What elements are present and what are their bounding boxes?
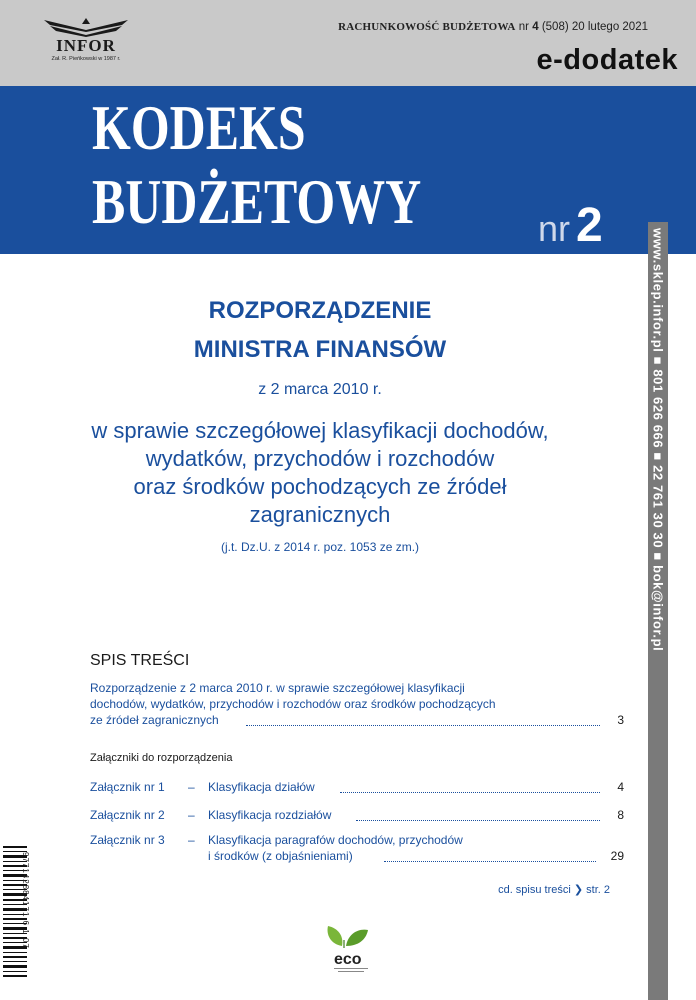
toc-main-page: 3 <box>617 713 624 727</box>
toc-attachment-label[interactable]: Załącznik nr 3 <box>90 833 165 847</box>
toc-main-line-1[interactable]: Rozporządzenie z 2 marca 2010 r. w sprawie szczegółowej klasyfikacji <box>90 681 465 695</box>
toc-main-line-3[interactable]: ze źródeł zagranicznych <box>90 713 219 727</box>
toc-attachment-dash: – <box>188 780 195 794</box>
toc-attachment-title[interactable]: Klasyfikacja rozdziałów <box>208 808 332 822</box>
subject-line: oraz środków pochodzących ze źródeł <box>133 474 507 499</box>
volume-number: 2 <box>576 199 603 252</box>
toc-attachment-page: 8 <box>617 808 624 822</box>
toc-main-line-2[interactable]: dochodów, wydatków, przychodów i rozchodów oraz środków pochodzących <box>90 697 496 711</box>
toc-dot-leader <box>356 820 600 821</box>
issue-total: (508) <box>541 21 569 33</box>
doc-heading-1: ROZPORZĄDZENIE <box>208 297 432 324</box>
subject-line: w sprawie szczegółowej klasyfikacji dochodów, <box>91 418 549 443</box>
header-bar <box>0 0 696 86</box>
toc-attachment-title[interactable]: Klasyfikacja działów <box>208 780 315 794</box>
toc-dot-leader <box>384 861 596 862</box>
toc-attachments-heading: Załączniki do rozporządzenia <box>90 752 233 764</box>
eco-label: eco <box>334 951 362 968</box>
title-line-2: BUDŻETOWY <box>92 166 422 237</box>
publication-name: RACHUNKOWOŚĆ BUDŻETOWA <box>338 21 516 33</box>
doc-reference: (j.t. Dz.U. z 2014 r. poz. 1053 ze zm.) <box>220 540 420 554</box>
toc-dot-leader <box>340 792 600 793</box>
toc-attachment-page: 4 <box>617 780 624 794</box>
toc-continued-note[interactable]: cd. spisu treści ❯ str. 2 <box>498 884 610 896</box>
side-contact-text: www.sklep.infor.pl ■ 801 626 666 ■ 22 761 30 30 ■ bok@infor.pl <box>650 228 666 652</box>
subject-line: zagranicznych <box>249 502 391 527</box>
toc-attachment-label[interactable]: Załącznik nr 2 <box>90 808 165 822</box>
toc-heading: SPIS TREŚCI <box>90 652 190 669</box>
supplement-label: e-dodatek <box>536 44 678 76</box>
brand-subtitle: Zał. R. Pieńkowski w 1987 r. <box>51 56 121 62</box>
issue-info <box>338 21 648 33</box>
toc-attachment-title-line-2[interactable]: i środków (z objaśnieniami) <box>208 849 353 863</box>
toc-attachment-dash: – <box>188 833 195 847</box>
issue-number: 4 <box>532 21 539 33</box>
toc-attachment-dash: – <box>188 808 195 822</box>
doc-heading-2: MINISTRA FINANSÓW <box>193 336 447 363</box>
issue-date: 20 lutego 2021 <box>571 21 648 33</box>
eco-leaf-icon <box>320 918 380 976</box>
issue-prefix: nr <box>518 21 530 33</box>
toc-dot-leader <box>246 725 600 726</box>
doc-date: z 2 marca 2010 r. <box>258 381 382 398</box>
title-line-1: KODEKS <box>92 92 306 163</box>
issue-volume <box>538 198 603 253</box>
toc-attachment-page: 29 <box>610 849 624 863</box>
doc-subject <box>60 417 580 529</box>
toc-attachment-title[interactable]: Klasyfikacja paragrafów dochodów, przychodów <box>208 833 463 847</box>
volume-label: nr <box>538 208 571 249</box>
toc-attachment-label[interactable]: Załącznik nr 1 <box>90 780 165 794</box>
subject-line: wydatków, przychodów i rozchodów <box>145 446 495 471</box>
brand-name: INFOR <box>56 36 116 55</box>
barcode-number: 977142884171 6 1 07 <box>21 852 30 949</box>
